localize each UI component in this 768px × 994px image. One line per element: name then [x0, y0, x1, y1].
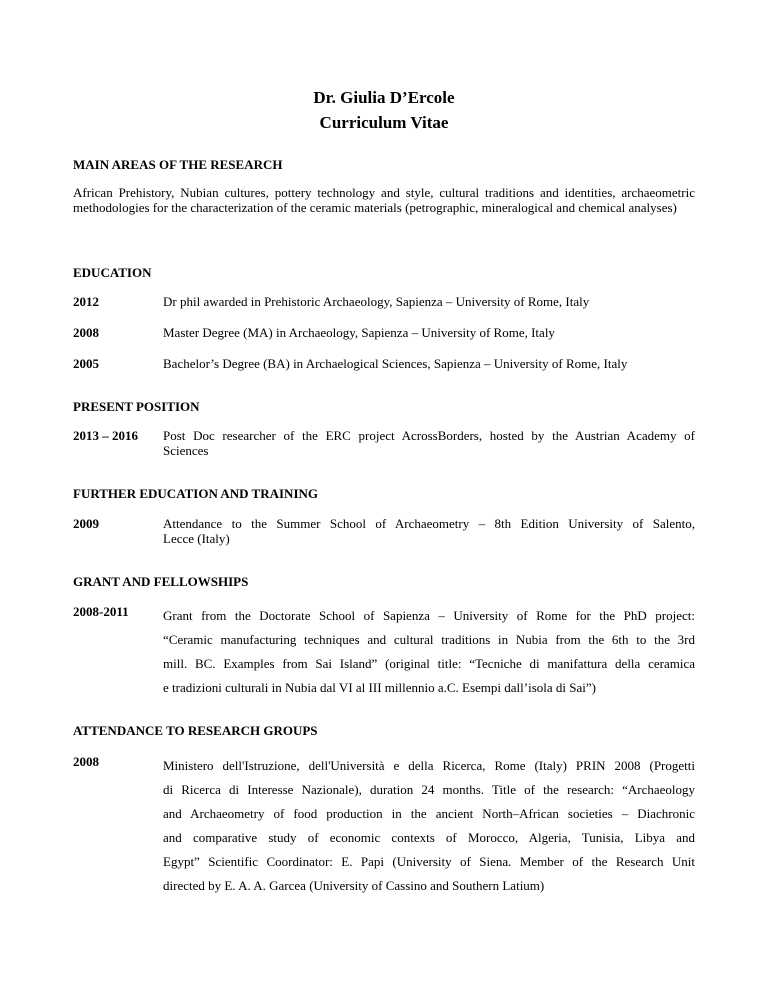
grants-heading: GRANT AND FELLOWSHIPS — [73, 574, 249, 589]
research-text: African Prehistory, Nubian cultures, pottery technology and style, cultural traditions and identities, archaeometric methodologies for the characterization of the ceramic materials (petrographic, mineralogical and chemical analyses) — [73, 185, 695, 215]
cv-name: Dr. Giulia D’Ercole — [313, 88, 455, 107]
groups-line: directed by E. A. A. Garcea (University of Cassino and Southern Latium) — [163, 878, 545, 893]
research-heading: MAIN AREAS OF THE RESEARCH — [73, 157, 283, 172]
training-line: Lecce (Italy) — [163, 531, 230, 546]
position-line: Post Doc researcher of the ERC project AcrossBorders, hosted by the Austrian Academy of — [163, 428, 695, 443]
groups-line: and comparative study of economic contexts of Morocco, Algeria, Tunisia, Libya and — [163, 830, 695, 845]
groups-year: 2008 — [73, 754, 99, 769]
grants-line: e tradizioni culturali in Nubia dal VI al III millennio a.C. Esempi dall’isola di Sai”) — [163, 680, 596, 695]
training-text — [163, 516, 695, 546]
training-heading: FURTHER EDUCATION AND TRAINING — [73, 486, 319, 501]
grants-text — [163, 604, 695, 700]
grants-line: Grant from the Doctorate School of Sapienza – University of Rome for the PhD project: — [163, 608, 695, 623]
groups-line: di Ricerca di Interesse Nazionale), duration 24 months. Title of the research: “Archaeology — [163, 782, 695, 797]
groups-text — [163, 754, 695, 898]
education-heading: EDUCATION — [73, 265, 152, 280]
position-text — [163, 428, 695, 458]
position-year: 2013 – 2016 — [73, 428, 138, 443]
groups-line: and Archaeometry of food production in the ancient North–African societies – Diachronic — [163, 806, 695, 821]
education-year: 2008 — [73, 325, 99, 340]
groups-line: Egypt” Scientific Coordinator: E. Papi (University of Siena. Member of the Research Unit — [163, 854, 695, 869]
position-line: Sciences — [163, 443, 209, 458]
grants-line: mill. BC. Examples from Sai Island” (original title: “Tecniche di manifattura della ceramica — [163, 656, 695, 671]
training-year: 2009 — [73, 516, 99, 531]
education-text: Master Degree (MA) in Archaeology, Sapienza – University of Rome, Italy — [163, 325, 555, 340]
groups-heading: ATTENDANCE TO RESEARCH GROUPS — [73, 723, 318, 738]
grants-year: 2008-2011 — [73, 604, 129, 619]
education-year: 2012 — [73, 294, 99, 309]
education-year: 2005 — [73, 356, 99, 371]
cv-subtitle: Curriculum Vitae — [319, 113, 449, 132]
groups-line: Ministero dell'Istruzione, dell'Università e della Ricerca, Rome (Italy) PRIN 2008 (Progetti — [163, 758, 695, 773]
grants-line: “Ceramic manufacturing techniques and cultural traditions in Nubia from the 6th to the 3rd — [163, 632, 695, 647]
training-line: Attendance to the Summer School of Archaeometry – 8th Edition University of Salento, — [163, 516, 695, 531]
education-text: Dr phil awarded in Prehistoric Archaeology, Sapienza – University of Rome, Italy — [163, 294, 590, 309]
education-text: Bachelor’s Degree (BA) in Archaelogical Sciences, Sapienza – University of Rome, Italy — [163, 356, 628, 371]
position-heading: PRESENT POSITION — [73, 399, 200, 414]
